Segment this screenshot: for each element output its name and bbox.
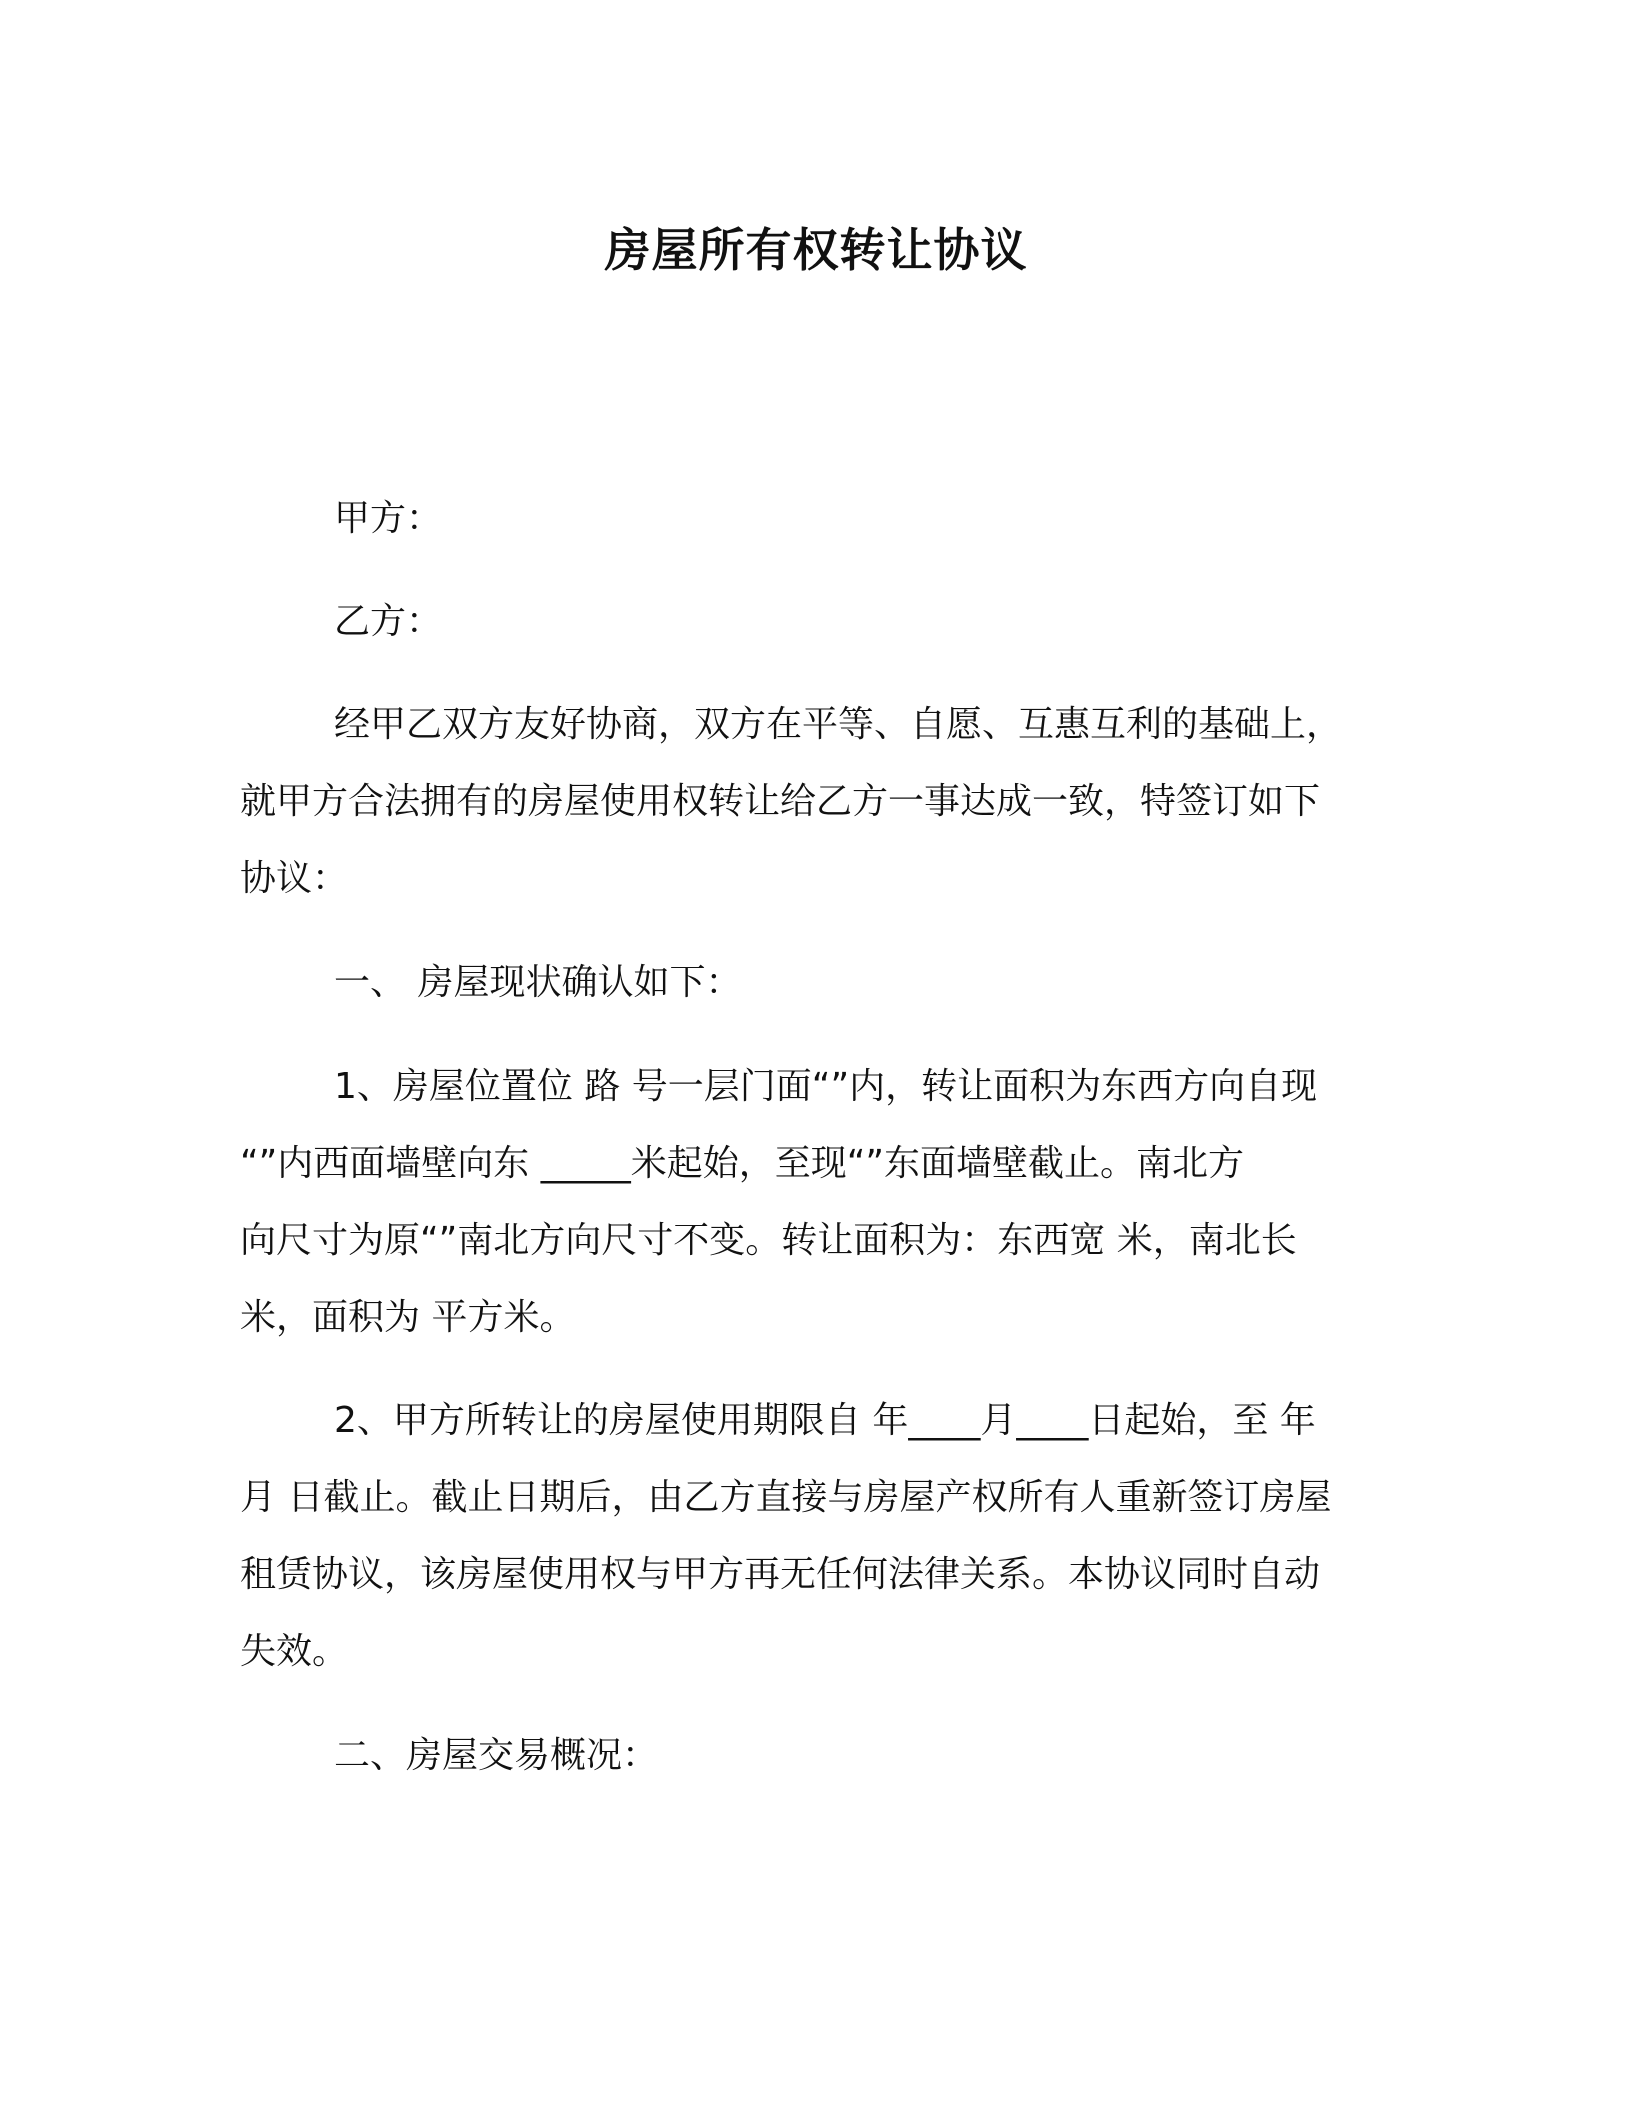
clause-2-line-2: 月 日截止。截止日期后，由乙方直接与房屋产权所有人重新签订房屋 xyxy=(240,1477,1332,1518)
intro-line-2: 就甲方合法拥有的房屋使用权转让给乙方一事达成一致，特签订如下 xyxy=(240,781,1321,822)
intro-paragraph xyxy=(240,686,1380,917)
party-a-label: 甲方： xyxy=(334,498,443,539)
clause-2-paragraph xyxy=(240,1382,1380,1690)
intro-line-1: 经甲乙双方友好协商，双方在平等、自愿、互惠互利的基础上， xyxy=(334,704,1343,745)
clause-2-line-4: 失效。 xyxy=(240,1631,349,1672)
clause-1-line-4: 米，面积为 平方米。 xyxy=(240,1297,576,1338)
clause-1-line-1: 1、房屋位置位 路 号一层门面“”内，转让面积为东西方向自现 xyxy=(334,1066,1318,1107)
clause-1-paragraph xyxy=(240,1048,1380,1356)
clause-1-line-3: 向尺寸为原“”南北方向尺寸不变。转让面积为：东西宽 米，南北长 xyxy=(240,1220,1297,1261)
party-a-line xyxy=(240,480,1380,557)
party-b-label: 乙方： xyxy=(334,601,443,642)
document-title: 房屋所有权转让协议 xyxy=(604,223,1028,277)
clause-1-line-2: “”内西面墙壁向东 _____米起始，至现“”东面墙壁截止。南北方 xyxy=(240,1143,1245,1184)
clause-2-line-3: 租赁协议，该房屋使用权与甲方再无任何法律关系。本协议同时自动 xyxy=(240,1554,1321,1595)
clause-2-line-1: 2、甲方所转让的房屋使用期限自 年____月____日起始，至 年 xyxy=(334,1400,1316,1441)
section-1-heading: 一、 房屋现状确认如下： xyxy=(334,962,742,1003)
section-1-heading-line xyxy=(240,944,1380,1021)
party-b-line xyxy=(240,583,1380,660)
section-2-heading-line xyxy=(240,1717,1380,1794)
intro-line-3: 协议： xyxy=(240,858,349,899)
section-2-heading: 二、房屋交易概况： xyxy=(334,1735,659,1776)
